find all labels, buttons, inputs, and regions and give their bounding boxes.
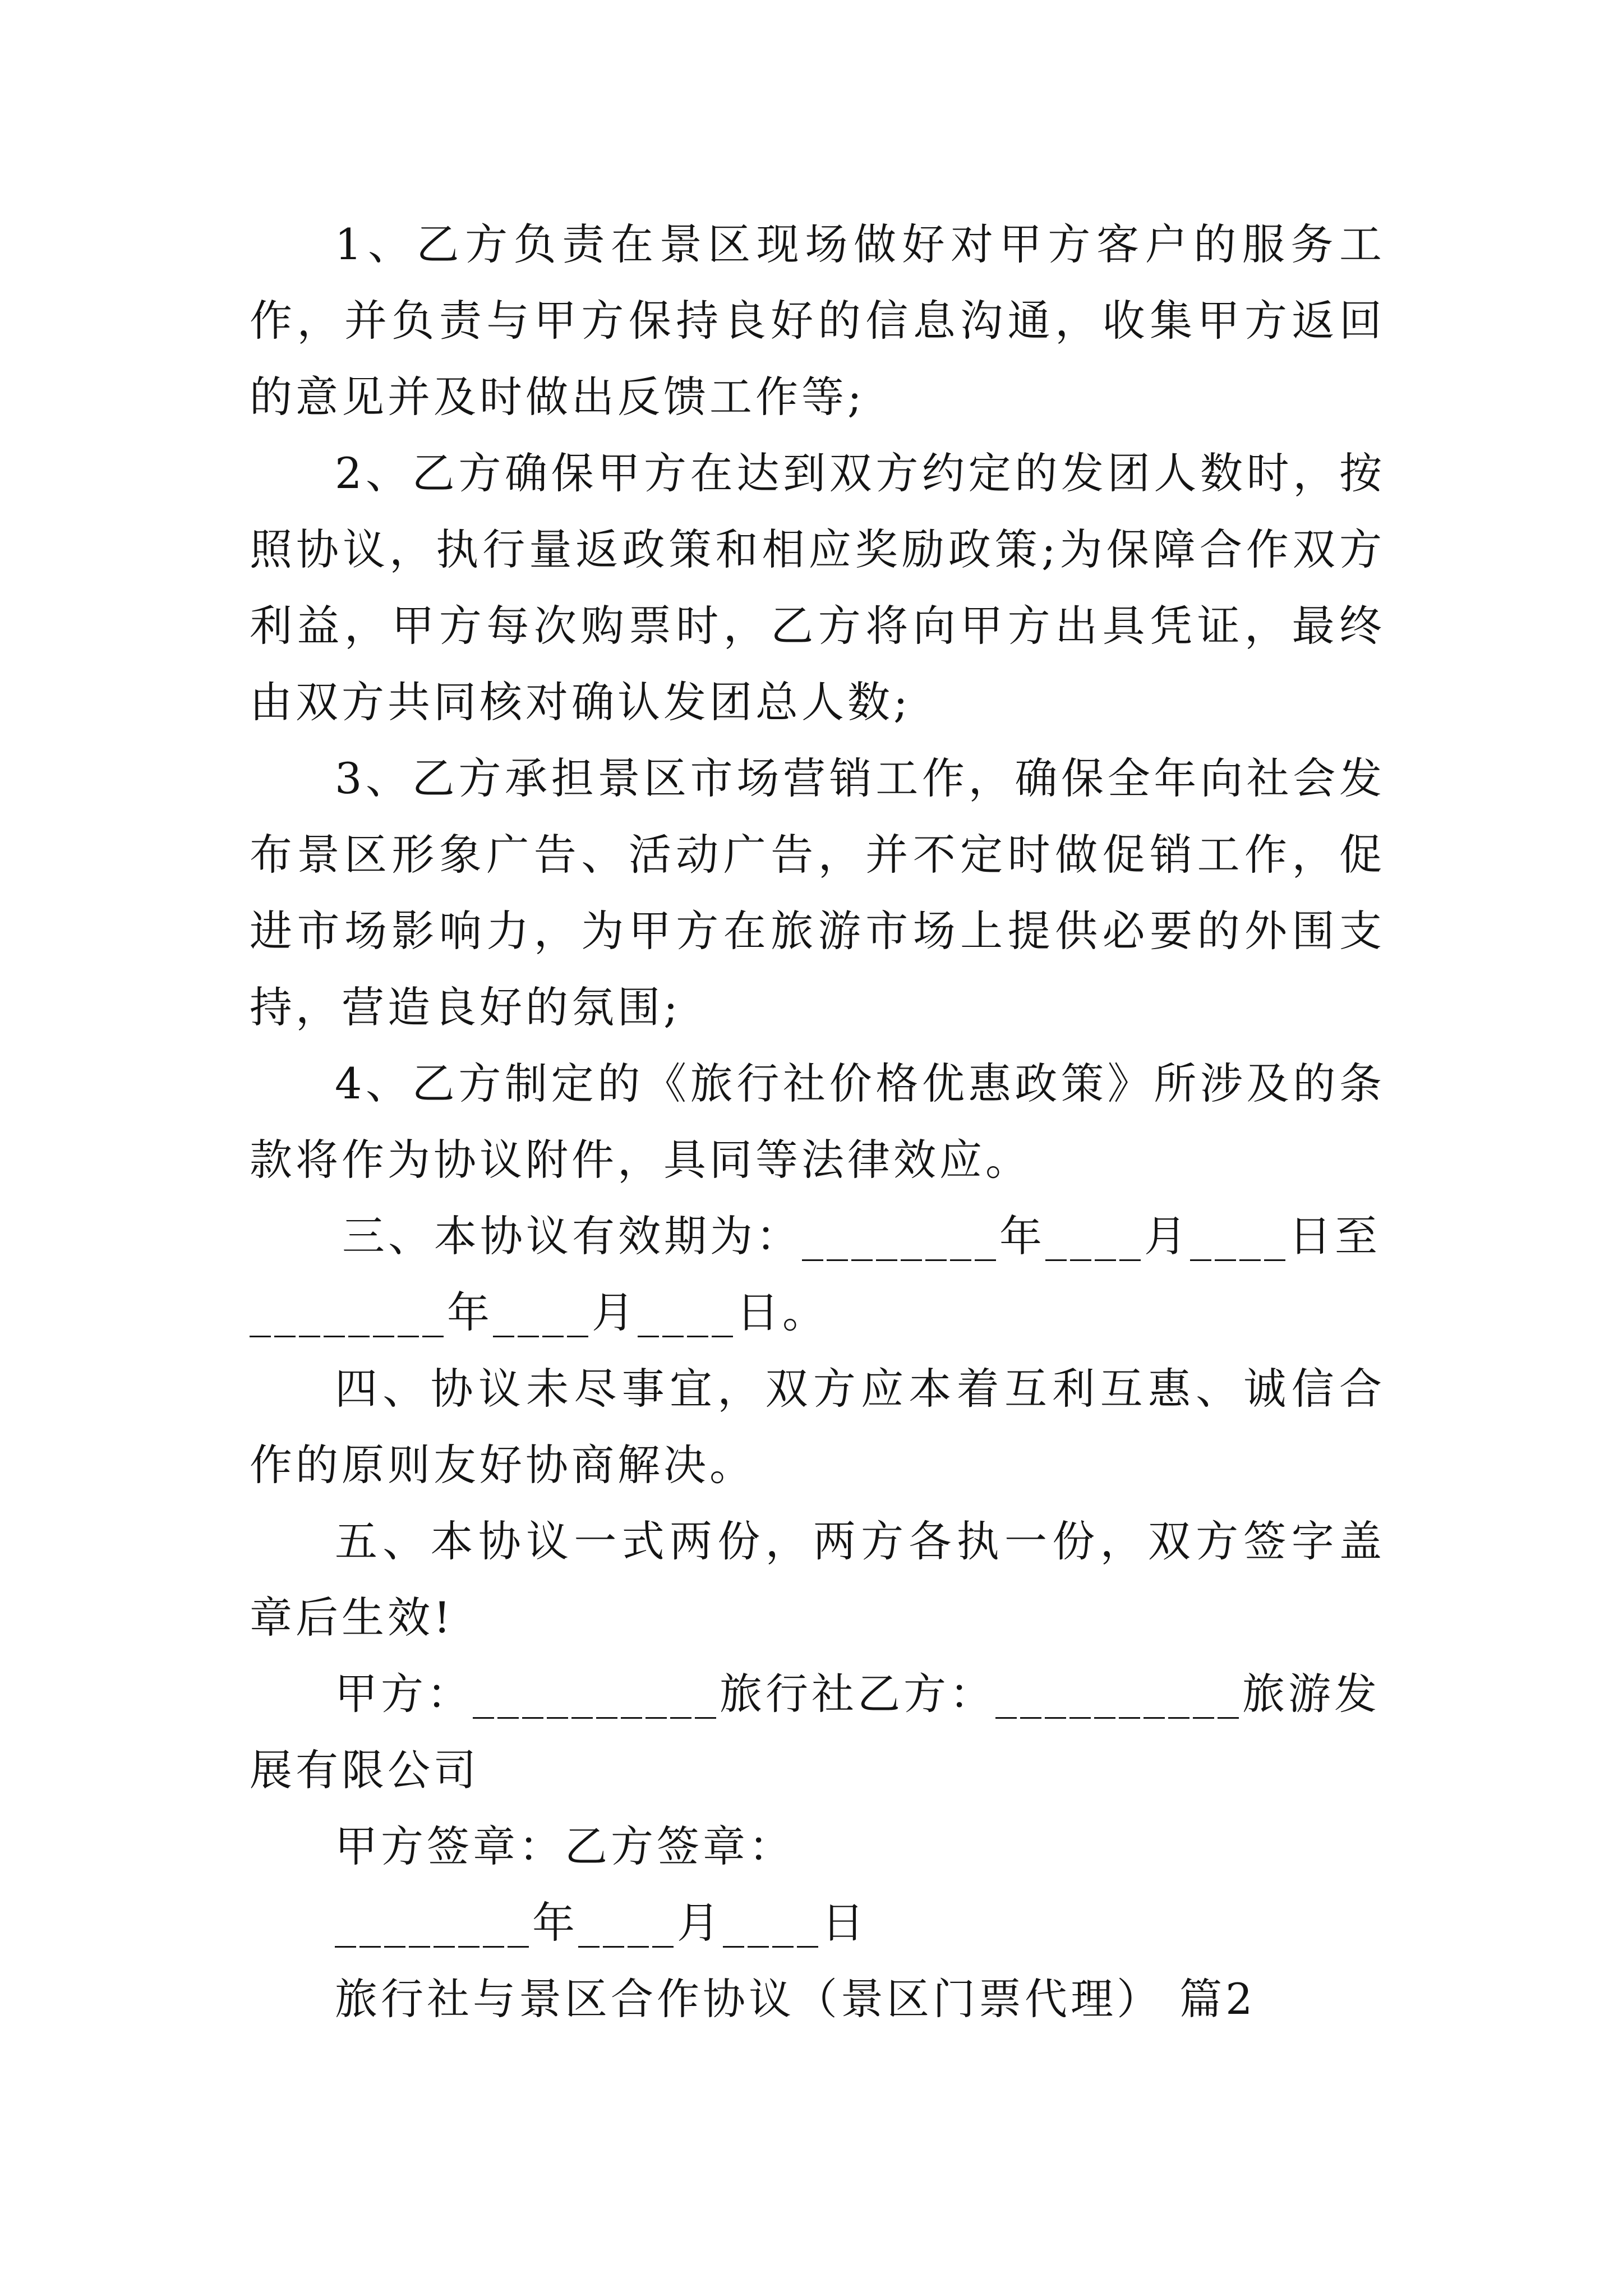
document-body — [250, 206, 1385, 2037]
paragraph-validity-period: 三、本协议有效期为：________年____月____日至________年____月____日。 — [250, 1211, 1381, 1337]
paragraph-price-policy: 4、乙方制定的《旅行社价格优惠政策》所涉及的条款将作为协议附件，具同等法律效应。 — [250, 1059, 1385, 1185]
date-line: ________年____月____日 — [335, 1898, 868, 1948]
party-names-line: 甲方：__________旅行社乙方：__________旅游发展有限公司 — [250, 1669, 1380, 1795]
paragraph-unresolved-matters: 四、协议未尽事宜，双方应本着互利互惠、诚信合作的原则友好协商解决。 — [250, 1364, 1385, 1490]
next-section-title: 旅行社与景区合作协议（景区门票代理） 篇2 — [335, 1974, 1256, 2024]
paragraph-group-incentive: 2、乙方确保甲方在达到双方约定的发团人数时，按照协议，执行量返政策和相应奖励政策;为保障合作双方利益，甲方每次购票时，乙方将向甲方出具凭证，最终由双方共同核对确认发团总人数; — [250, 448, 1385, 727]
paragraph-service-duty: 1、乙方负责在景区现场做好对甲方客户的服务工作，并负责与甲方保持良好的信息沟通，收集甲方返回的意见并及时做出反馈工作等; — [250, 219, 1385, 422]
paragraph-copies: 五、本协议一式两份，两方各执一份，双方签字盖章后生效! — [250, 1516, 1385, 1642]
paragraph-marketing: 3、乙方承担景区市场营销工作，确保全年向社会发布景区形象广告、活动广告，并不定时做促销工作，促进市场影响力，为甲方在旅游市场上提供必要的外围支持，营造良好的氛围; — [250, 753, 1385, 1032]
signature-line: 甲方签章：乙方签章： — [335, 1821, 795, 1871]
